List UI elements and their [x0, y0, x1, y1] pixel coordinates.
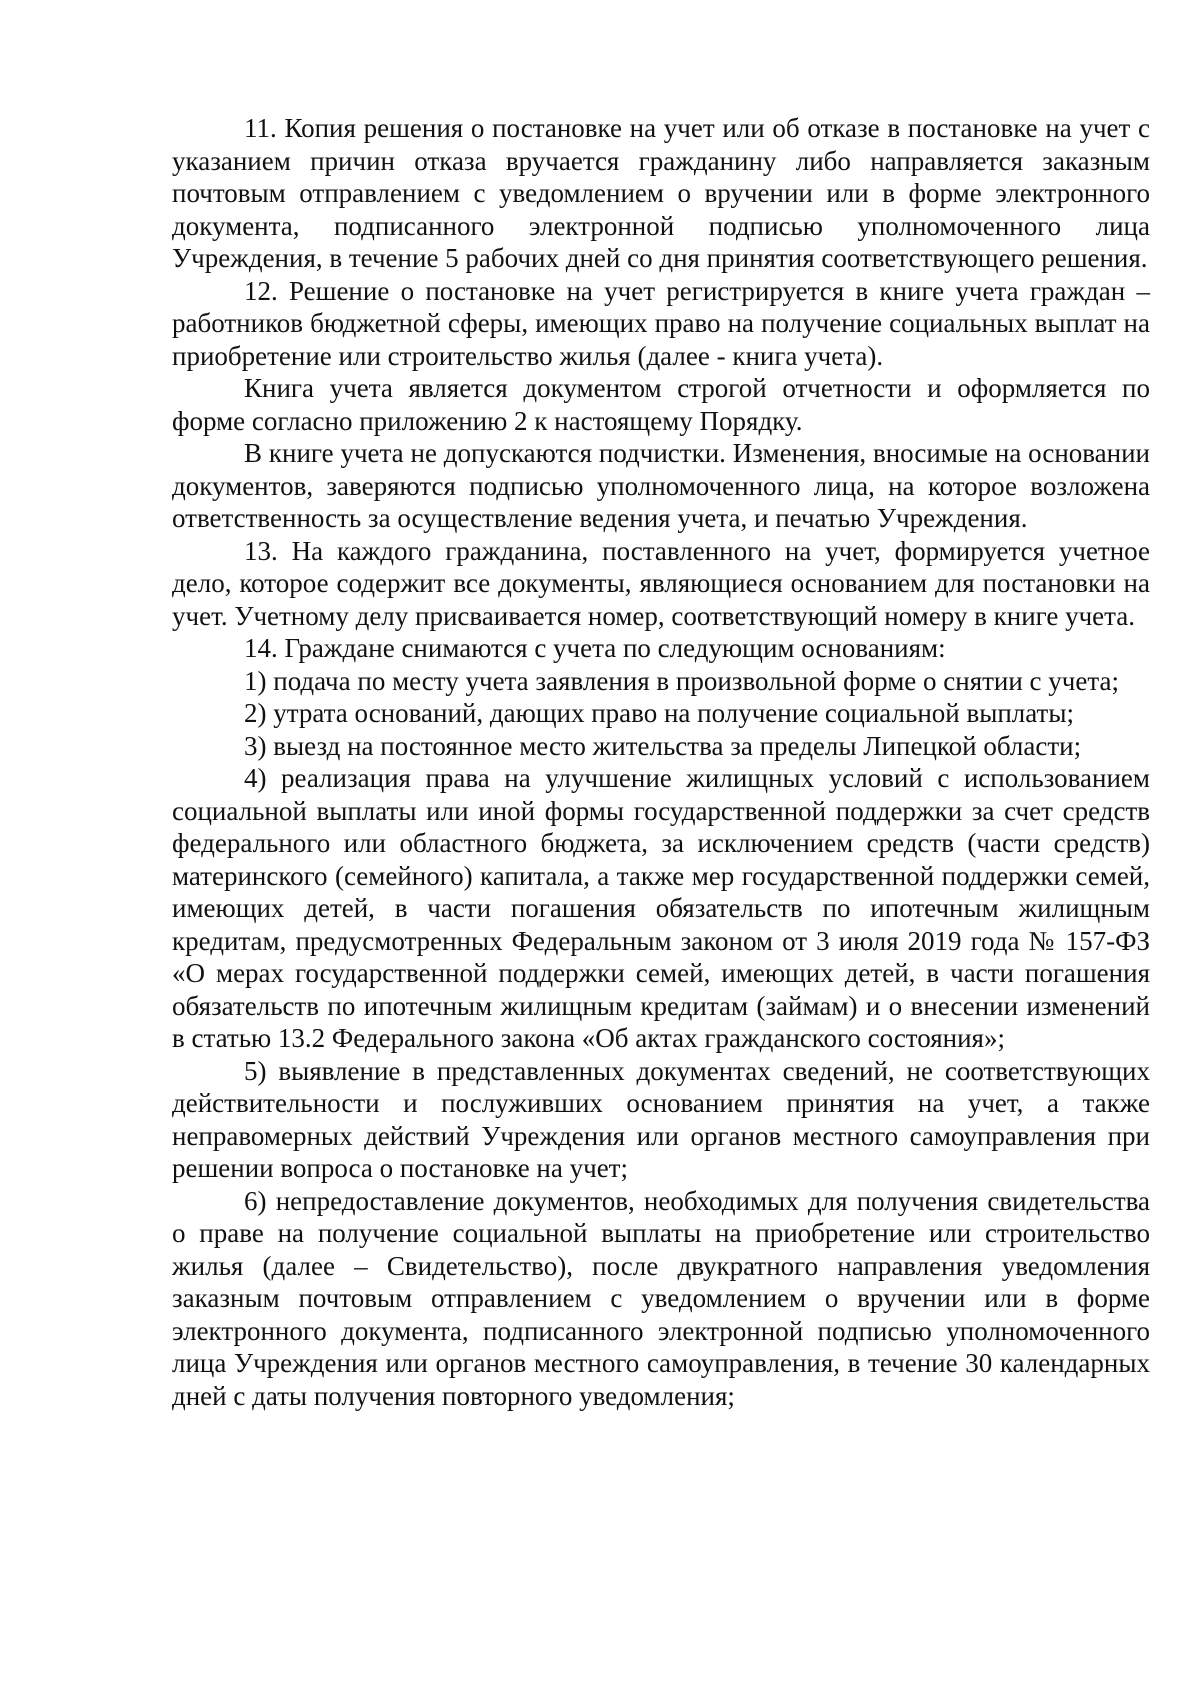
list-item-2: 2) утрата оснований, дающих право на получение социальной выплаты; — [244, 698, 1074, 728]
paragraph-13: 13. На каждого гражданина, поставленного на учет, формируется учетное дело, которое содержит все документы, являющиеся основанием для постановки на учет. Учетному делу присваивается номер, соответствующий номеру в книге учета. — [172, 535, 1150, 631]
document-page — [172, 112, 1150, 1412]
list-item-4: 4) реализация права на улучшение жилищных условий с использованием социальной выплаты или иной формы государственной поддержки за счет средств федерального или областного бюджета, за исключением средств (части средств) материнского (семейного) капитала, а также мер государственной поддержки семей, имеющих детей, в части погашения обязательств по ипотечным жилищным кредитам, предусмотренных Федеральным законом от 3 июля 2019 года № 157-ФЗ «О мерах государственной поддержки семей, имеющих детей, в части погашения обязательств по ипотечным жилищным кредитам (займам) и о внесении изменений в статью 13.2 Федерального закона «Об актах гражданского состояния»; — [172, 763, 1150, 1053]
paragraph-11: 11. Копия решения о постановке на учет или об отказе в постановке на учет с указанием причин отказа вручается гражданину либо направляется заказным почтовым отправлением с уведомлением о вручении или в форме электронного документа, подписанного электронной подписью уполномоченного лица Учреждения, в течение 5 рабочих дней со дня принятия соответствующего решения. — [172, 113, 1150, 273]
list-item-5: 5) выявление в представленных документах сведений, не соответствующих действительности и послуживших основанием принятия на учет, а также неправомерных действий Учреждения или органов местного самоуправления при решении вопроса о постановке на учет; — [172, 1055, 1150, 1183]
list-item-3: 3) выезд на постоянное место жительства за пределы Липецкой области; — [244, 730, 1082, 761]
paragraph-14: 14. Граждане снимаются с учета по следующим основаниям: — [244, 633, 946, 663]
paragraph-book-form: Книга учета является документом строгой отчетности и оформляется по форме согласно приложению 2 к настоящему Порядку. — [172, 373, 1150, 436]
paragraph-book-corrections: В книге учета не допускаются подчистки. Изменения, вносимые на основании документов, заверяются подписью уполномоченного лица, на которое возложена ответственность за осуществление ведения учета, и печатью Учреждения. — [172, 438, 1150, 533]
list-item-1: 1) подача по месту учета заявления в произвольной форме о снятии с учета; — [244, 665, 1119, 696]
list-item-6: 6) непредоставление документов, необходимых для получения свидетельства о праве на получение социальной выплаты на приобретение или строительство жилья (далее – Свидетельство), после двукратного направления уведомления заказным почтовым отправлением с уведомлением о вручении или в форме электронного документа, подписанного электронной подписью уполномоченного лица Учреждения или органов местного самоуправления, в течение 30 календарных дней с даты получения повторного уведомления; — [172, 1185, 1150, 1411]
paragraph-12: 12. Решение о постановке на учет регистрируется в книге учета граждан – работников бюджетной сферы, имеющих право на получение социальных выплат на приобретение или строительство жилья (далее - книга учета). — [172, 275, 1150, 371]
